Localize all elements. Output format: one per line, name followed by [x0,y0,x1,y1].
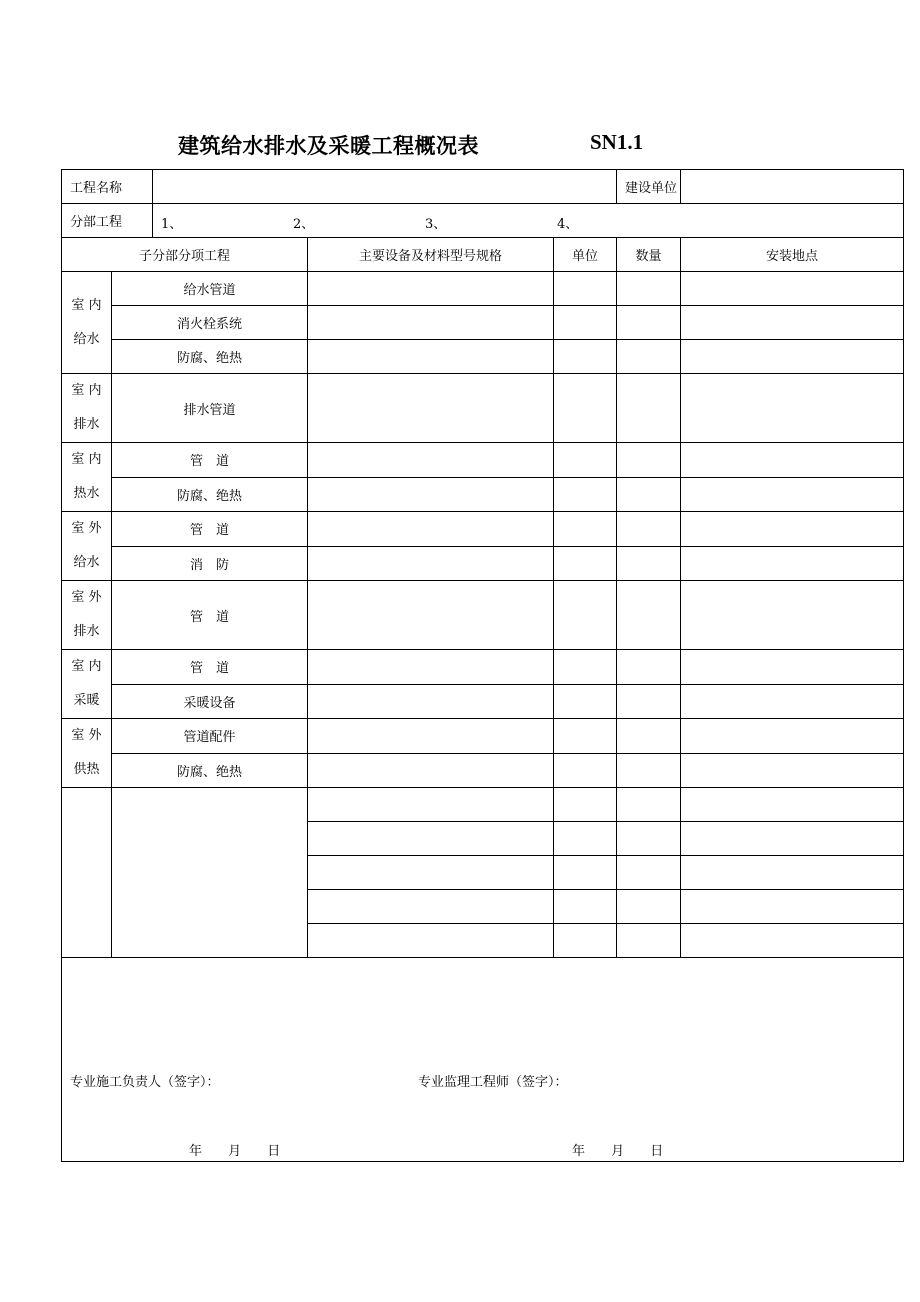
location-cell[interactable] [681,477,904,512]
location-cell[interactable] [681,272,904,306]
group-label [62,443,112,512]
division-field[interactable] [153,204,904,238]
unit-cell[interactable] [554,477,617,512]
group-label-line1: 室 外 [71,590,102,605]
unit-cell[interactable] [554,581,617,650]
table-row [62,443,904,478]
sub-item: 管 道 [112,443,308,478]
qty-cell[interactable] [617,924,681,958]
spec-cell[interactable] [308,924,554,958]
qty-cell[interactable] [617,822,681,856]
column-header-row [62,238,904,272]
spec-cell[interactable] [308,443,554,478]
project-name-label: 工程名称 [62,170,153,204]
qty-cell[interactable] [617,512,681,547]
unit-cell[interactable] [554,822,617,856]
sub-item: 防腐、绝热 [112,340,308,374]
table-row [62,477,904,512]
group-label [62,719,112,788]
builder-field[interactable] [681,170,904,204]
table-row [62,753,904,788]
blank-group-cell[interactable] [62,788,112,958]
unit-cell[interactable] [554,684,617,719]
qty-cell[interactable] [617,581,681,650]
spec-cell[interactable] [308,753,554,788]
spec-cell[interactable] [308,684,554,719]
group-label [62,581,112,650]
spec-cell[interactable] [308,856,554,890]
project-row [62,170,904,204]
col-location-header: 安装地点 [681,238,904,272]
unit-cell[interactable] [554,650,617,685]
form-code: SN1.1 [590,130,644,154]
unit-cell[interactable] [554,443,617,478]
form-title: 建筑给水排水及采暖工程概况表 [178,134,479,158]
sub-item: 防腐、绝热 [112,477,308,512]
table-row [62,684,904,719]
spec-cell[interactable] [308,581,554,650]
group-label-line2: 给水 [73,555,100,570]
group-label-line2: 热水 [73,486,100,501]
sub-item: 管 道 [112,581,308,650]
qty-cell[interactable] [617,856,681,890]
unit-cell[interactable] [554,924,617,958]
overview-table [61,169,904,1162]
qty-cell[interactable] [617,788,681,822]
sub-item: 管 道 [112,650,308,685]
blank-row [62,788,904,822]
group-label [62,272,112,374]
qty-cell[interactable] [617,719,681,754]
unit-cell[interactable] [554,788,617,822]
qty-cell[interactable] [617,374,681,443]
group-label-line1: 室 外 [71,521,102,536]
group-label-line1: 室 内 [71,452,102,467]
table-row [62,650,904,685]
signature-area[interactable] [62,958,904,1162]
spec-cell[interactable] [308,306,554,340]
location-cell[interactable] [681,512,904,547]
unit-cell[interactable] [554,272,617,306]
spec-cell[interactable] [308,719,554,754]
unit-cell[interactable] [554,512,617,547]
location-cell[interactable] [681,856,904,890]
unit-cell[interactable] [554,546,617,581]
supervisor-signature-label: 专业监理工程师（签字）： [418,1075,568,1090]
location-cell[interactable] [681,650,904,685]
spec-cell[interactable] [308,477,554,512]
table-row [62,272,904,306]
location-cell[interactable] [681,546,904,581]
location-cell[interactable] [681,788,904,822]
col-unit-header: 单位 [554,238,617,272]
sub-item: 排水管道 [112,374,308,443]
location-cell[interactable] [681,340,904,374]
location-cell[interactable] [681,374,904,443]
qty-cell[interactable] [617,477,681,512]
sub-item: 消 防 [112,546,308,581]
sub-item: 给水管道 [112,272,308,306]
blank-item-cell[interactable] [112,788,308,958]
table-row [62,340,904,374]
spec-cell[interactable] [308,822,554,856]
unit-cell[interactable] [554,340,617,374]
sub-item: 消火栓系统 [112,306,308,340]
group-label-line2: 排水 [73,417,100,432]
project-name-field[interactable] [153,170,617,204]
spec-cell[interactable] [308,512,554,547]
spec-cell[interactable] [308,890,554,924]
division-label: 分部工程 [62,204,153,238]
group-label-line1: 室 外 [71,728,102,743]
sub-item: 管 道 [112,512,308,547]
spec-cell[interactable] [308,788,554,822]
qty-cell[interactable] [617,306,681,340]
col-spec-header: 主要设备及材料型号规格 [308,238,554,272]
spec-cell[interactable] [308,340,554,374]
group-label-line2: 采暖 [73,693,100,708]
unit-cell[interactable] [554,374,617,443]
group-label-line2: 供热 [73,762,100,777]
spec-cell[interactable] [308,374,554,443]
col-sub-header: 子分部分项工程 [62,238,308,272]
spec-cell[interactable] [308,272,554,306]
group-label-line1: 室 内 [71,297,102,313]
spec-cell[interactable] [308,546,554,581]
group-label-line1: 室 内 [71,659,102,674]
group-label [62,512,112,581]
unit-cell[interactable] [554,856,617,890]
contractor-signature-label: 专业施工负责人（签字）： [70,1075,220,1090]
group-label-line2: 排水 [73,624,100,639]
builder-label: 建设单位 [617,170,681,204]
qty-cell[interactable] [617,546,681,581]
division-row [62,204,904,238]
location-cell[interactable] [681,306,904,340]
group-label [62,650,112,719]
division-item-2: 2、 [293,217,315,232]
table-row [62,546,904,581]
division-item-3: 3、 [425,217,447,232]
division-item-1: 1、 [161,217,183,232]
spec-cell[interactable] [308,650,554,685]
location-cell[interactable] [681,581,904,650]
qty-cell[interactable] [617,650,681,685]
qty-cell[interactable] [617,443,681,478]
unit-cell[interactable] [554,306,617,340]
qty-cell[interactable] [617,753,681,788]
contractor-date: 年 月 日 [189,1144,281,1159]
qty-cell[interactable] [617,684,681,719]
location-cell[interactable] [681,753,904,788]
table-row [62,512,904,547]
group-label [62,374,112,443]
supervisor-date: 年 月 日 [572,1144,664,1159]
location-cell[interactable] [681,822,904,856]
sub-item: 管道配件 [112,719,308,754]
group-label-line2: 给水 [73,331,100,347]
location-cell[interactable] [681,924,904,958]
unit-cell[interactable] [554,753,617,788]
qty-cell[interactable] [617,272,681,306]
division-item-4: 4、 [557,217,579,232]
sub-item: 防腐、绝热 [112,753,308,788]
table-row [62,719,904,754]
signature-row [62,958,904,1162]
unit-cell[interactable] [554,890,617,924]
group-label-line1: 室 内 [71,383,102,398]
col-qty-header: 数量 [617,238,681,272]
sub-item: 采暖设备 [112,684,308,719]
qty-cell[interactable] [617,890,681,924]
table-row [62,306,904,340]
qty-cell[interactable] [617,340,681,374]
location-cell[interactable] [681,719,904,754]
unit-cell[interactable] [554,719,617,754]
location-cell[interactable] [681,684,904,719]
location-cell[interactable] [681,443,904,478]
location-cell[interactable] [681,890,904,924]
